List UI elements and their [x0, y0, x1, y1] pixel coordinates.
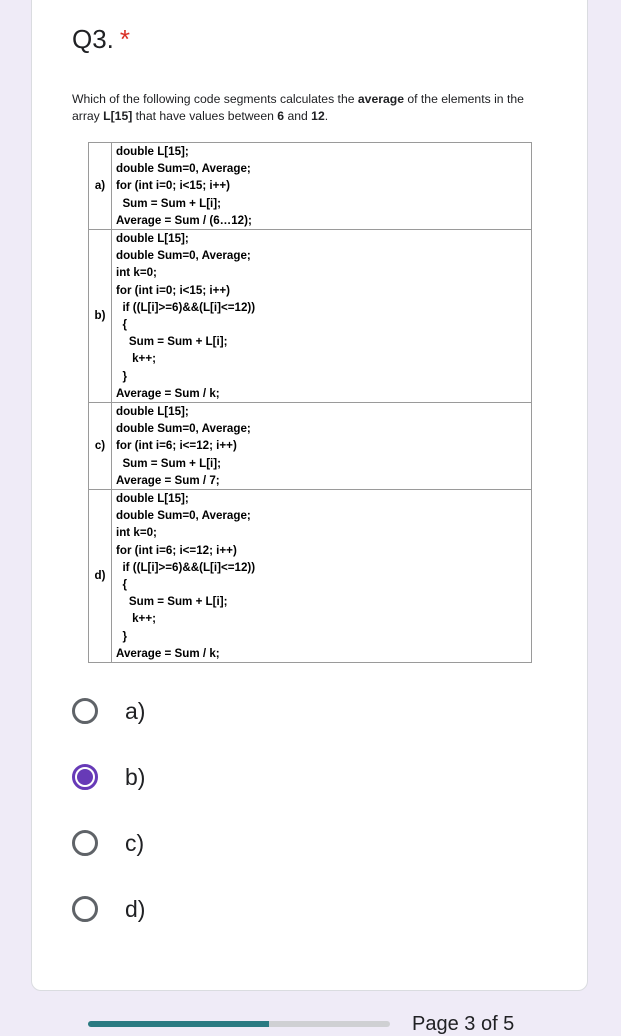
code-line: Sum = Sum + L[i];: [116, 335, 228, 349]
code-segment: [112, 143, 532, 230]
code-segment: [112, 230, 532, 403]
code-line: double L[15];: [116, 405, 189, 419]
code-option-row: [89, 143, 532, 230]
choice-a[interactable]: [72, 691, 272, 731]
question-text-bold: 12: [311, 109, 325, 123]
code-line: {: [116, 318, 127, 332]
code-line: Average = Sum / 7;: [116, 473, 220, 487]
progress-fill: [88, 1021, 269, 1027]
code-line: for (int i=0; i<15; i++): [116, 283, 231, 297]
question-text-segment: that have values between: [132, 109, 278, 123]
code-line: k++;: [116, 352, 156, 366]
code-line: {: [116, 578, 127, 592]
question-text-bold: average: [357, 92, 404, 106]
code-option-label: b): [89, 230, 112, 403]
question-text-segment: of the elements in the array: [72, 92, 524, 123]
code-line: Average = Sum / (6…12);: [116, 213, 252, 227]
question-text: [72, 91, 554, 125]
code-line: int k=0;: [116, 266, 157, 280]
code-option-row: [89, 230, 532, 403]
code-line: double L[15];: [116, 232, 189, 246]
code-options-table: [88, 142, 532, 663]
choice-b[interactable]: [72, 757, 272, 797]
choice-c[interactable]: [72, 823, 272, 863]
choice-label: c): [125, 829, 145, 856]
code-line: int k=0;: [116, 526, 157, 540]
code-option-label: a): [89, 143, 112, 230]
choice-label: b): [125, 763, 146, 790]
page-indicator: Page 3 of 5: [412, 1013, 515, 1035]
code-option-label: c): [89, 403, 112, 490]
code-line: double Sum=0, Average;: [116, 162, 251, 176]
choice-label: a): [125, 697, 146, 724]
code-line: double Sum=0, Average;: [116, 509, 251, 523]
radio-dot: [77, 769, 93, 785]
radio-unchecked-icon[interactable]: [72, 830, 98, 856]
question-text-bold: L[15]: [103, 109, 133, 123]
code-line: k++;: [116, 612, 156, 626]
code-line: Sum = Sum + L[i];: [116, 456, 222, 470]
code-option-row: [89, 403, 532, 490]
question-text-bold: 6: [277, 109, 285, 123]
code-line: }: [116, 369, 127, 383]
code-line: Average = Sum / k;: [116, 646, 220, 660]
progress-bar: [88, 1021, 390, 1027]
code-line: double Sum=0, Average;: [116, 422, 251, 436]
code-line: Average = Sum / k;: [116, 386, 220, 400]
code-line: Sum = Sum + L[i];: [116, 196, 222, 210]
question-text-segment: .: [324, 109, 329, 123]
code-option-row: [89, 490, 532, 663]
radio-checked-icon[interactable]: [72, 764, 98, 790]
code-line: for (int i=0; i<15; i++): [116, 179, 231, 193]
code-segment: [112, 490, 532, 663]
question-card: [31, 0, 588, 991]
code-segment: [112, 403, 532, 490]
question-number: Q3.: [72, 24, 114, 54]
question-text-segment: Which of the following code segments calculates the: [72, 92, 358, 106]
code-line: double L[15];: [116, 492, 189, 506]
choice-d[interactable]: [72, 889, 272, 929]
code-line: double L[15];: [116, 145, 189, 158]
required-mark: *: [119, 24, 131, 54]
code-line: Sum = Sum + L[i];: [116, 595, 228, 609]
code-line: for (int i=6; i<=12; i++): [116, 439, 237, 453]
code-line: if ((L[i]>=6)&&(L[i]<=12)): [116, 300, 256, 314]
radio-unchecked-icon[interactable]: [72, 896, 98, 922]
radio-unchecked-icon[interactable]: [72, 698, 98, 724]
code-line: double Sum=0, Average;: [116, 249, 251, 263]
question-text-segment: and: [284, 109, 312, 123]
choice-label: d): [125, 895, 146, 922]
code-line: if ((L[i]>=6)&&(L[i]<=12)): [116, 560, 256, 574]
code-option-label: d): [89, 490, 112, 663]
question-title: [72, 24, 130, 55]
code-line: }: [116, 629, 127, 643]
code-line: for (int i=6; i<=12; i++): [116, 543, 237, 557]
